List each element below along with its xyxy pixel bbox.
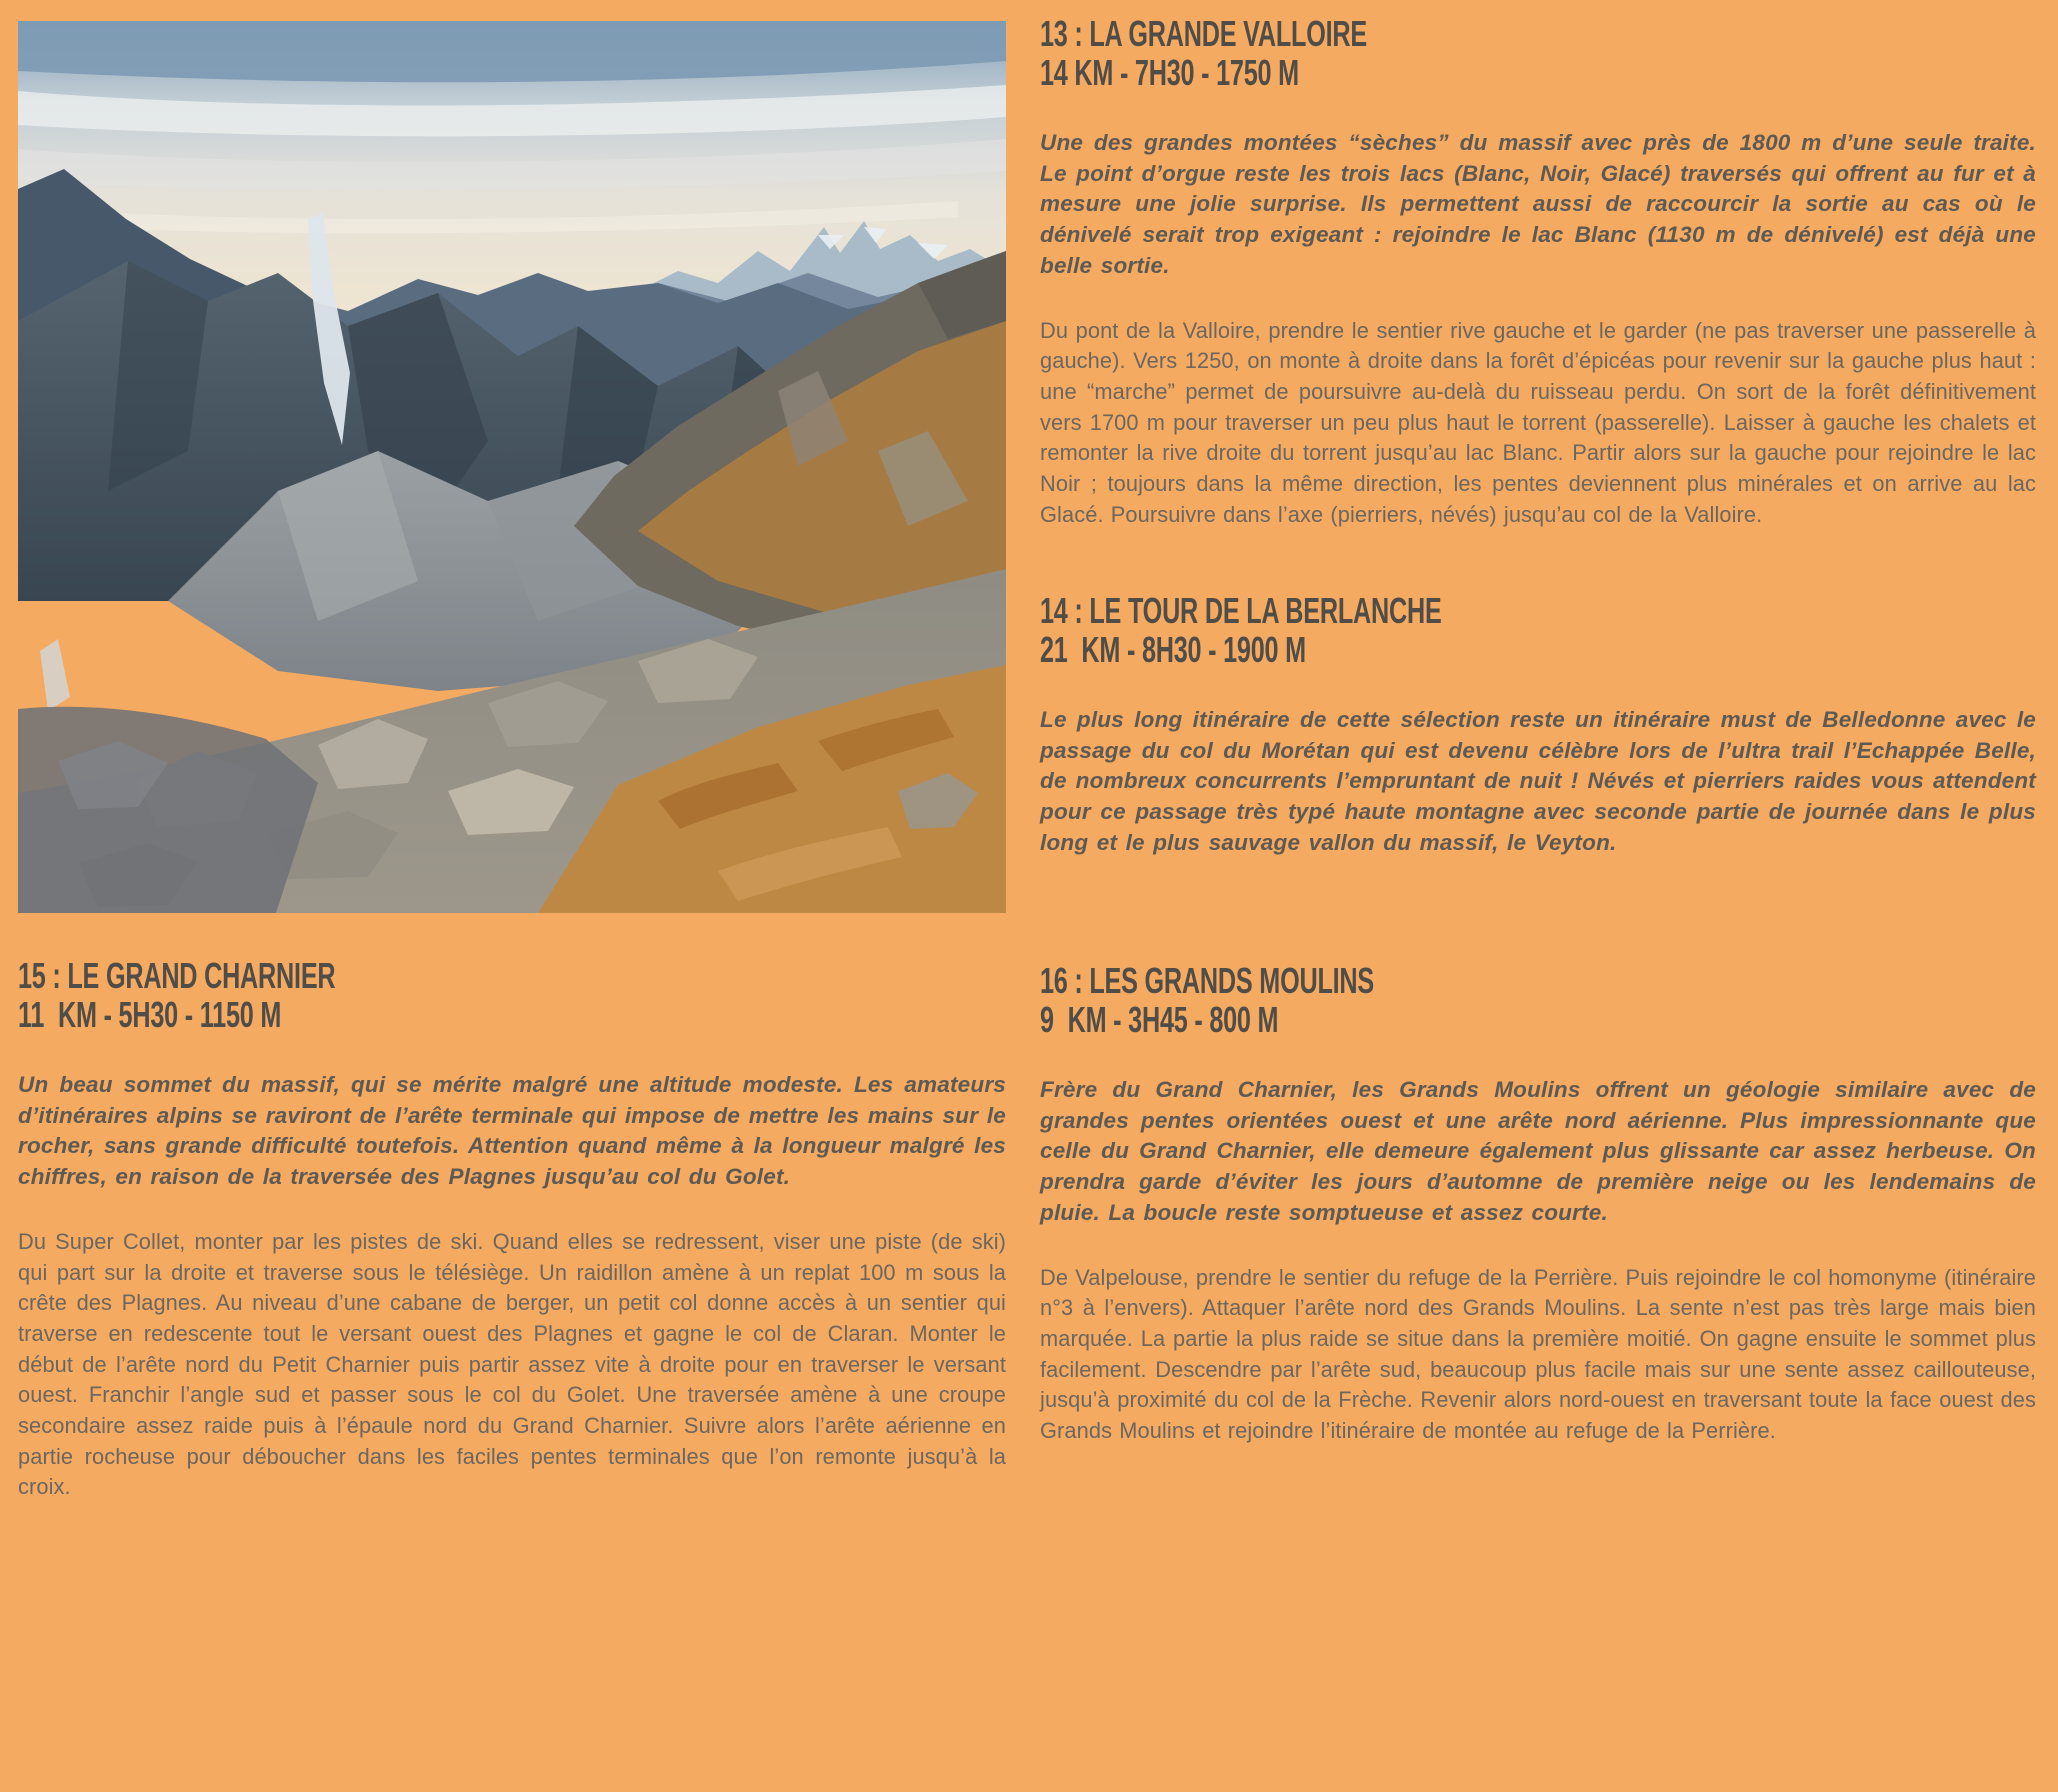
route-section-15 (18, 957, 1006, 1525)
route-intro: Le plus long itinéraire de cette sélection reste un itinéraire must de Belledonne avec le passage du col du Morétan qui est devenu célèbre lors de l’ultra trail l’Echappée Belle, de nombreux concurrents l’empruntant de nuit ! Névés et pierriers raides vous attendent pour ce passage très typé haute montagne avec seconde partie de journée dans le plus long et le plus sauvage vallon du massif, le Veyton. (1040, 707, 2036, 855)
route-description: Du pont de la Valloire, prendre le sentier rive gauche et le garder (ne pas traverser une passerelle à gauche). Vers 1250, on monte à droite dans la forêt d’épicéas pour revenir sur la gauche plus haut : une “marche” permet de poursuivre au-delà du ruisseau perdu. On sort de la forêt définitivement vers 1700 m pour traverser un peu plus haut le torrent (passerelle). Laisser à gauche les chalets et remonter la rive droite du torrent jusqu’au lac Blanc. Partir alors sur la gauche pour rejoindre le lac Noir ; toujours dans la même direction, les pentes deviennent plus minérales et on arrive au lac Glacé. Poursuivre dans l’axe (pierriers, névés) jusqu’au col de la Valloire. (1040, 317, 2036, 527)
route-heading (18, 957, 1006, 1034)
route-description: De Valpelouse, prendre le sentier du refuge de la Perrière. Puis rejoindre le col homonyme (itinéraire n°3 à l’envers). Attaquer l’arête nord des Grands Moulins. La sente n’est pas très large mais bien marquée. La partie la plus raide se situe dans la première moitié. On gagne ensuite le sommet plus facilement. Descendre par l’arête sud, beaucoup plus facile mais sur une sente assez caillouteuse, jusqu’à proximité du col de la Frèche. Revenir alors nord-ouest en traversant toute la face ouest des Grands Moulins et rejoindre l’itinéraire de montée au refuge de la Perrière. (1040, 1264, 2036, 1444)
route-heading (1040, 592, 2036, 669)
route-intro: Un beau sommet du massif, qui se mérite malgré une altitude modeste. Les amateurs d’itinéraires alpins se raviront de l’arête terminale qui impose de mettre les mains sur le rocher, sans grande difficulté toutefois. Attention quand même à la longueur malgré les chiffres, en raison de la traversée des Plagnes jusqu’au col du Golet. (18, 1072, 1006, 1190)
route-section-13 (1040, 15, 2036, 552)
route-stats: 11 KM - 5H30 - 1150 M (18, 993, 282, 1035)
route-title: 13 : LA GRANDE VALLOIRE (1040, 13, 1367, 54)
route-title: 16 : LES GRANDS MOULINS (1040, 960, 1375, 1001)
route-description: Du Super Collet, monter par les pistes de ski. Quand elles se redressent, viser une piste (de ski) qui part sur la droite et traverse sous le télésiège. Un raidillon amène à un replat 100 m sous la crête des Plagnes. Au niveau d’une cabane de berger, un petit col donne accès à un sentier qui traverse en redescente tout le versant ouest des Plagnes et gagne le col de Claran. Monter le début de l’arête nord du Petit Charnier puis partir assez vite à droite pour en traverser le versant ouest. Franchir l’angle sud et passer sous le col du Golet. Une traversée amène à une croupe secondaire assez raide puis à l’épaule nord du Grand Charnier. Suivre alors l’arête aérienne en partie rocheuse pour déboucher dans les faciles pentes terminales que l’on remonte jusqu’à la croix. (18, 1228, 1006, 1500)
route-intro: Frère du Grand Charnier, les Grands Moulins offrent un géologie similaire avec de grandes pentes orientées ouest et une arête nord aérienne. Plus impressionnante que celle du Grand Charnier, elle demeure également plus glissante car assez herbeuse. On prendra garde d’éviter les jours d’automne de première neige ou les lendemains de pluie. La boucle reste somptueuse et assez courte. (1040, 1077, 2036, 1225)
route-heading (1040, 962, 2036, 1039)
route-stats: 21 KM - 8H30 - 1900 M (1040, 628, 1306, 670)
mountain-landscape-illustration (18, 21, 1006, 913)
mountain-photo (18, 21, 1006, 913)
route-title: 15 : LE GRAND CHARNIER (18, 955, 336, 996)
route-section-16 (1040, 962, 2036, 1469)
route-heading (1040, 15, 2036, 92)
route-stats: 9 KM - 3H45 - 800 M (1040, 998, 1279, 1040)
route-intro: Une des grandes montées “sèches” du massif avec près de 1800 m d’une seule traite. Le point d’orgue reste les trois lacs (Blanc, Noir, Glacé) traversés qui offrent au fur et à mesure une jolie surprise. Ils permettent aussi de raccourcir la sortie au cas où le dénivelé serait trop exigeant : rejoindre le lac Blanc (1130 m de dénivelé) est déjà une belle sortie. (1040, 130, 2036, 278)
route-title: 14 : LE TOUR DE LA BERLANCHE (1040, 590, 1442, 631)
route-stats: 14 KM - 7H30 - 1750 M (1040, 51, 1299, 93)
route-section-14 (1040, 592, 2036, 881)
